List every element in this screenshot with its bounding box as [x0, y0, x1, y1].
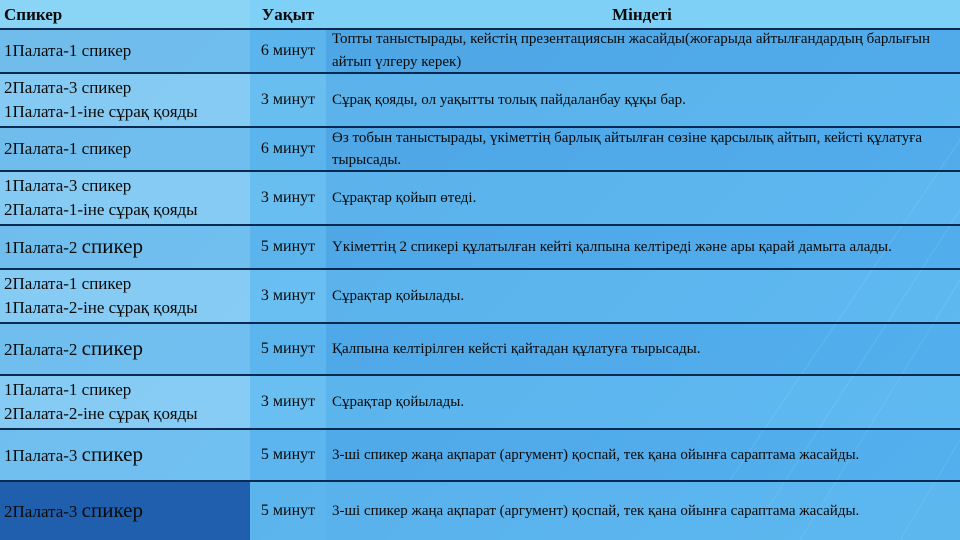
time-cell: 5 минут: [250, 324, 326, 374]
table-row: [0, 172, 960, 224]
row-divider: [0, 374, 960, 376]
table-row: [0, 324, 960, 374]
time-cell: 6 минут: [250, 128, 326, 170]
task-cell: 3-ші спикер жаңа ақпарат (аргумент) қоспай, тек қана ойынға сараптама жасайды.: [326, 482, 960, 540]
table-row: [0, 128, 960, 170]
row-divider: [0, 72, 960, 74]
task-cell: Сұрақ қояды, ол уақытты толық пайдаланбау құқы бар.: [326, 74, 960, 126]
speaker-cell: 1Палата-1 спикер: [0, 29, 250, 72]
row-divider: [0, 322, 960, 324]
row-divider: [0, 28, 960, 30]
table-row: [0, 270, 960, 322]
time-cell: 6 минут: [250, 29, 326, 72]
row-divider: [0, 126, 960, 128]
task-cell: Сұрақтар қойылады.: [326, 376, 960, 428]
table-row: [0, 482, 960, 540]
speaker-cell: 1Палата-2 спикер: [0, 226, 250, 268]
speaker-cell: 1Палата-1 спикер 2Палата-2-іне сұрақ қояды: [0, 376, 250, 428]
speaker-cell: 2Палата-1 спикер: [0, 128, 250, 170]
speaker-cell: 2Палата-1 спикер 1Палата-2-іне сұрақ қояды: [0, 270, 250, 322]
speaker-cell: 2Палата-2 спикер: [0, 324, 250, 374]
speaker-cell: 2Палата-3 спикер 1Палата-1-іне сұрақ қояды: [0, 74, 250, 126]
table-row: [0, 29, 960, 72]
row-divider: [0, 268, 960, 270]
task-cell: Сұрақтар қойылады.: [326, 270, 960, 322]
header-speaker: Спикер: [0, 0, 250, 29]
time-cell: 5 минут: [250, 482, 326, 540]
table-row: [0, 376, 960, 428]
task-cell: 3-ші спикер жаңа ақпарат (аргумент) қоспай, тек қана ойынға сараптама жасайды.: [326, 430, 960, 480]
time-cell: 3 минут: [250, 172, 326, 224]
speaker-cell: 1Палата-3 спикер: [0, 430, 250, 480]
row-divider: [0, 428, 960, 430]
speaker-cell: 2Палата-3 спикер: [0, 482, 250, 540]
header-task: Міндеті: [326, 0, 960, 29]
time-cell: 3 минут: [250, 376, 326, 428]
row-divider: [0, 480, 960, 482]
table-row: [0, 226, 960, 268]
table-row: [0, 74, 960, 126]
time-cell: 5 минут: [250, 226, 326, 268]
row-divider: [0, 224, 960, 226]
table-header: [0, 0, 960, 29]
time-cell: 5 минут: [250, 430, 326, 480]
time-cell: 3 минут: [250, 74, 326, 126]
row-divider: [0, 170, 960, 172]
task-cell: Қалпына келтірілген кейсті қайтадан құлатуға тырысады.: [326, 324, 960, 374]
task-cell: Сұрақтар қойып өтеді.: [326, 172, 960, 224]
task-cell: Үкіметтің 2 спикері құлатылған кейті қалпына келтіреді және ары қарай дамыта алады.: [326, 226, 960, 268]
task-cell: Өз тобын таныстырады, үкіметтің барлық айтылған сөзіне қарсылық айтып, кейсті құлатуға тырысады.: [326, 128, 960, 170]
task-cell: Топты таныстырады, кейстің презентациясын жасайды(жоғарыда айтылғандардың барлығын айтып үлгеру керек): [326, 29, 960, 72]
header-time: Уақыт: [250, 0, 326, 29]
table-row: [0, 430, 960, 480]
speaker-cell: 1Палата-3 спикер 2Палата-1-іне сұрақ қояды: [0, 172, 250, 224]
time-cell: 3 минут: [250, 270, 326, 322]
